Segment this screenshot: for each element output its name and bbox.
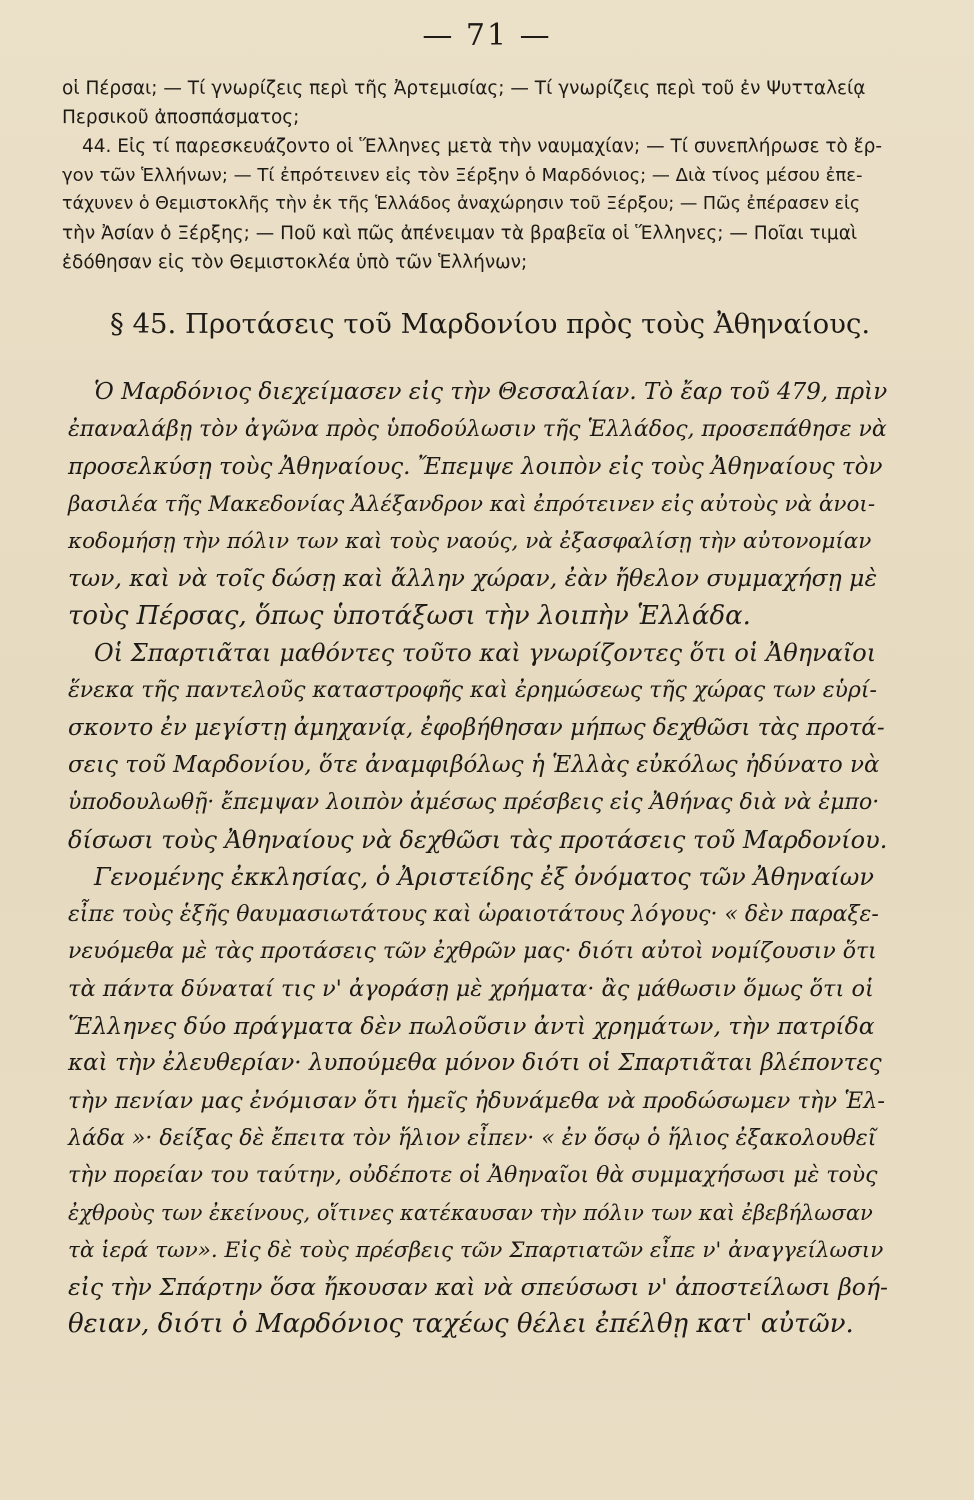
text-line: τὴν πορείαν του ταύτην, οὐδέποτε οἱ Ἀθηναῖοι θὰ συμμαχήσωσι μὲ τοὺς [68,1163,878,1189]
text-line: κοδομήσῃ τὴν πόλιν των καὶ τοὺς ναούς, νὰ ἐξασφαλίσῃ τὴν αὐτονομίαν [68,529,872,555]
text-line: Ὁ Μαρδόνιος διεχείμασεν εἰς τὴν Θεσσαλίαν. Τὸ ἔαρ τοῦ 479, πρὶν [94,379,888,405]
text-line: τοὺς Πέρσας, ὅπως ὑποτάξωσι τὴν λοιπὴν Ἑλλάδα. [68,600,751,631]
text-line: προσελκύσῃ τοὺς Ἀθηναίους. Ἔπεμψε λοιπὸν εἰς τοὺς Ἀθηναίους τὸν [68,453,883,480]
text-line: καὶ τὴν ἐλευθερίαν· λυπούμεθα μόνον διότι οἱ Σπαρτιᾶται βλέποντες [68,1050,882,1077]
text-line: ἕνεκα τῆς παντελοῦς καταστροφῆς καὶ ἐρημώσεως τῆς χώρας των εὑρί- [68,678,877,704]
text-line: νευόμεθα μὲ τὰς προτάσεις τῶν ἐχθρῶν μας· διότι αὐτοὶ νομίζουσιν ὅτι [68,939,877,965]
text-line: ἐπαναλάβῃ τὸν ἀγῶνα πρὸς ὑποδούλωσιν τῆς Ἑλλάδος, προσεπάθησε νὰ [68,417,887,443]
question-line: οἱ Πέρσαι; — Τί γνωρίζεις περὶ τῆς Ἀρτεμισίας; — Τί γνωρίζεις περὶ τοῦ ἐν Ψυτταλείᾳ [62,78,866,99]
text-line: τὰ πάντα δύναταί τις ν' ἀγοράσῃ μὲ χρήματα· ἂς μάθωσιν ὅμως ὅτι οἱ [68,975,874,1002]
page-number: — 71 — [422,18,552,53]
text-line: εἰς τὴν Σπάρτην ὅσα ἤκουσαν καὶ νὰ σπεύσωσι ν' ἀποστείλωσι βοή- [68,1273,888,1302]
question-line: ἐδόθησαν εἰς τὸν Θεμιστοκλέα ὑπὸ τῶν Ἑλλήνων; [62,252,528,273]
text-line: Γενομένης ἐκκλησίας, ὁ Ἀριστείδης ἐξ ὀνόματος τῶν Ἀθηναίων [94,862,874,891]
question-line: τάχυνεν ὁ Θεμιστοκλῆς τὴν ἐκ τῆς Ἑλλάδος ἀναχώρησιν τοῦ Ξέρξου; — Πῶς ἐπέρασεν εἰς [62,194,861,214]
question-line: 44. Εἰς τί παρεσκευάζοντο οἱ Ἕλληνες μετὰ τὴν ναυμαχίαν; — Τί συνεπλήρωσε τὸ ἔρ- [82,136,883,157]
text-line: εἶπε τοὺς ἑξῆς θαυμασιωτάτους καὶ ὡραιοτάτους λόγους· « δὲν παραξε- [68,902,879,928]
text-line: τὴν πενίαν μας ἐνόμισαν ὅτι ἡμεῖς ἠδυνάμεθα νὰ προδώσωμεν τὴν Ἑλ- [68,1087,885,1114]
text-line: Ἕλληνες δύο πράγματα δὲν πωλοῦσιν ἀντὶ χρημάτων, τὴν πατρίδα [68,1012,875,1041]
text-line: Οἱ Σπαρτιᾶται μαθόντες τοῦτο καὶ γνωρίζοντες ὅτι οἱ Ἀθηναῖοι [94,639,877,668]
text-line: ἐχθροὺς των ἐκείνους, οἵτινες κατέκαυσαν τὴν πόλιν των καὶ ἐβεβήλωσαν [68,1200,873,1225]
text-line: σεις τοῦ Μαρδονίου, ὅτε ἀναμφιβόλως ἡ Ἑλλὰς εὐκόλως ἠδύνατο νὰ [68,751,880,778]
body-text [68,374,888,1344]
text-line: σκοντο ἐν μεγίστῃ ἀμηχανίᾳ, ἐφοβήθησαν μήπως δεχθῶσι τὰς προτά- [68,714,885,741]
review-questions [62,74,882,277]
text-line: ὑποδουλωθῇ· ἔπεμψαν λοιπὸν ἀμέσως πρέσβεις εἰς Ἀθήνας διὰ νὰ ἐμπο· [68,790,880,816]
text-line: των, καὶ νὰ τοῖς δώσῃ καὶ ἄλλην χώραν, ἐὰν ἤθελον συμμαχήσῃ μὲ [68,564,878,593]
text-line: τὰ ἱερά των». Εἰς δὲ τοὺς πρέσβεις τῶν Σπαρτιατῶν εἶπε ν' ἀναγγείλωσιν [68,1237,884,1263]
text-line: δίσωσι τοὺς Ἀθηναίους νὰ δεχθῶσι τὰς προτάσεις τοῦ Μαρδονίου. [68,825,888,854]
text-line: λάδα »· δείξας δὲ ἔπειτα τὸν ἥλιον εἶπεν· « ἐν ὅσῳ ὁ ἥλιος ἐξακολουθεῖ [68,1125,877,1151]
question-line: τὴν Ἀσίαν ὁ Ξέρξης; — Ποῦ καὶ πῶς ἀπένειμαν τὰ βραβεῖα οἱ Ἕλληνες; — Ποῖαι τιμαὶ [62,223,858,244]
question-line: Περσικοῦ ἀποσπάσματος; [62,107,300,128]
text-line: βασιλέα τῆς Μακεδονίας Ἀλέξανδρον καὶ ἐπρότεινεν εἰς αὐτοὺς νὰ ἀνοι- [68,491,876,517]
section-heading: § 45. Προτάσεις τοῦ Μαρδονίου πρὸς τοὺς Ἀθηναίους. [110,308,871,340]
text-line: θειαν, διότι ὁ Μαρδόνιος ταχέως θέλει ἐπέλθῃ κατ' αὐτῶν. [68,1309,854,1340]
question-line: γον τῶν Ἑλλήνων; — Τί ἐπρότεινεν εἰς τὸν Ξέρξην ὁ Μαρδόνιος; — Διὰ τίνος μέσου ἐπε- [62,165,863,186]
